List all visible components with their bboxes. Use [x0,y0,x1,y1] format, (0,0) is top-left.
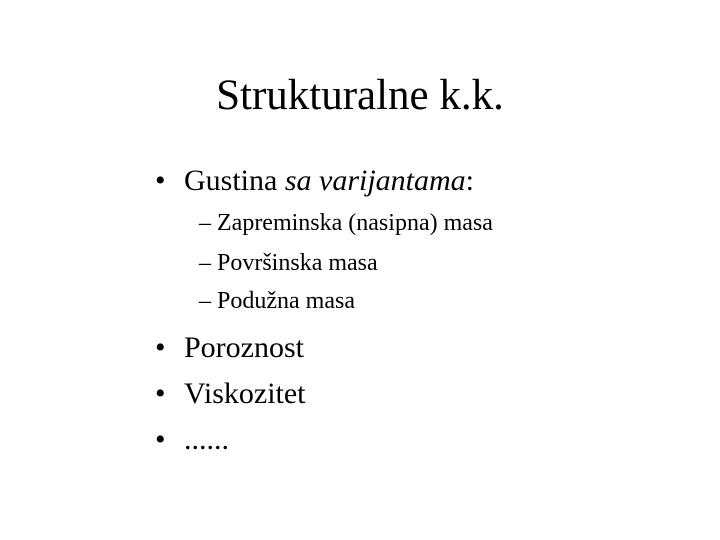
sub-item-zapreminska [199,208,493,238]
bullet-text: ...... [184,423,229,456]
bullet-text: Viskozitet [184,377,306,410]
slide-title: Strukturalne k.k. [216,72,504,119]
bullet-item-poroznost [155,330,304,366]
bullet-text-suffix: : [465,164,475,197]
bullet-text-italic: sa varijantama [284,164,466,197]
sub-item-text: Podužna masa [217,288,355,314]
bullet-item-ellipsis [155,422,229,458]
bullet-marker: • [155,423,166,456]
bullet-text: Gustina [184,164,285,197]
sub-marker: – [199,250,211,276]
bullet-marker: • [155,164,166,197]
bullet-marker: • [155,331,166,364]
bullet-text: Poroznost [184,331,304,364]
bullet-marker: • [155,377,166,410]
sub-marker: – [199,210,211,236]
sub-item-povrsinska [199,248,378,278]
bullet-item-viskozitet [155,376,306,412]
bullet-item-gustina [155,163,474,199]
sub-item-text: Zapreminska (nasipna) masa [217,210,493,236]
sub-item-text: Površinska masa [217,250,378,276]
sub-marker: – [199,288,211,314]
sub-item-poduzna [199,286,355,316]
